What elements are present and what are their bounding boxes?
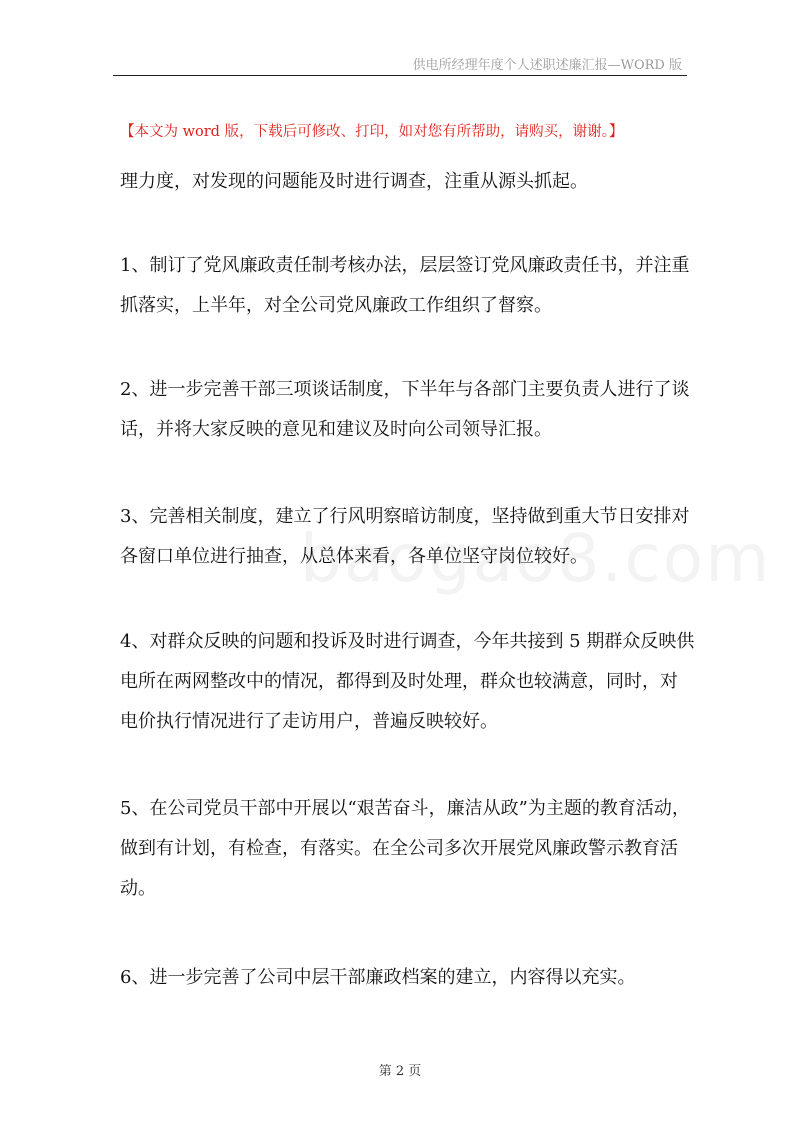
paragraph-intro: 理力度，对发现的问题能及时进行调查，注重从源头抓起。 (120, 171, 588, 192)
header-divider (113, 75, 687, 76)
paragraph-item-1: 1、制订了党风廉政责任制考核办法，层层签订党风廉政责任书，并注重抓落实，上半年，对全公司党风廉政工作组织了督察。 (120, 255, 690, 316)
download-notice: 【本文为 word 版，下载后可修改、打印，如对您有所帮助，请购买，谢谢。】 (120, 124, 624, 140)
paragraph-item-4: 4、对群众反映的问题和投诉及时进行调查，今年共接到 5 期群众反映供电所在两网整改中的情况，都得到及时处理，群众也较满意，同时，对电价执行情况进行了走访用户，普遍反映较好。 (120, 631, 695, 732)
header-title: 供电所经理年度个人述职述廉汇报—WORD 版 (412, 58, 682, 73)
paragraph-item-6: 6、进一步完善了公司中层干部廉政档案的建立，内容得以充实。 (120, 967, 636, 988)
paragraph-item-2: 2、进一步完善干部三项谈话制度，下半年与各部门主要负责人进行了谈话，并将大家反映的意见和建议及时向公司领导汇报。 (120, 379, 690, 440)
paragraph-item-5: 5、在公司党员干部中开展以“艰苦奋斗，廉洁从政”为主题的教育活动，做到有计划，有检查，有落实。在全公司多次开展党风廉政警示教育活动。 (120, 798, 690, 899)
page-number: 第 2 页 (378, 1064, 422, 1079)
paragraph-item-3: 3、完善相关制度，建立了行风明察暗访制度，坚持做到重大节日安排对各窗口单位进行抽查，从总体来看，各单位坚守岗位较好。 (120, 506, 690, 567)
